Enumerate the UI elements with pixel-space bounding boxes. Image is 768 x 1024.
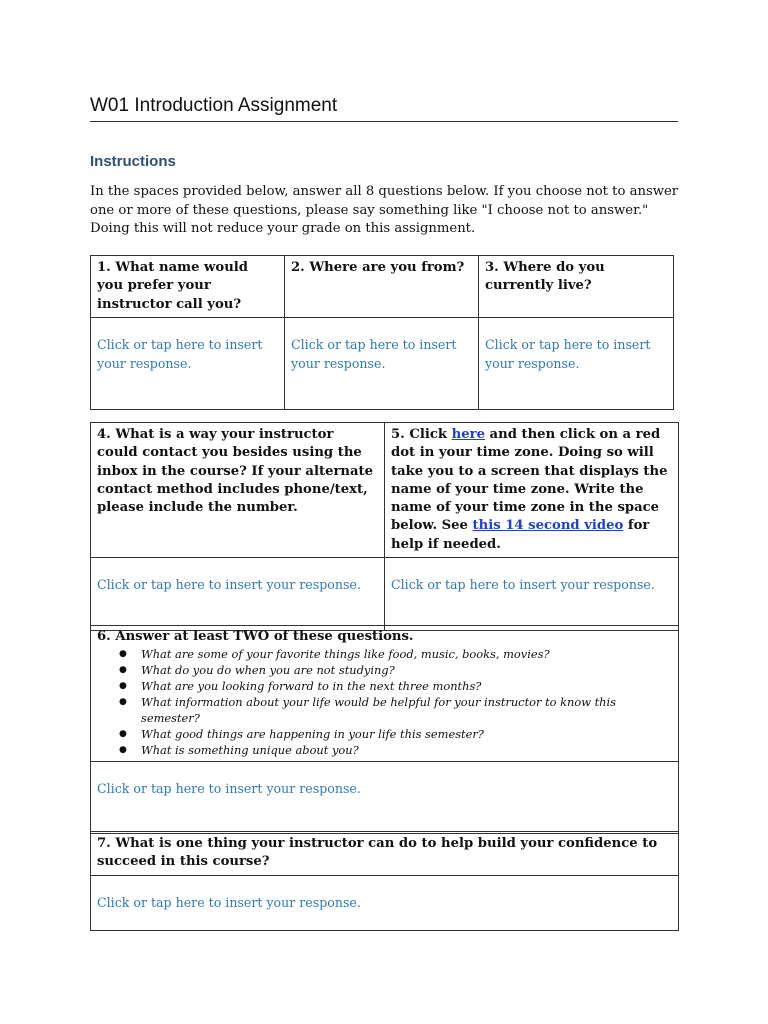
response-5-cell[interactable] [385, 558, 679, 631]
question-2: 2. Where are you from? [291, 260, 465, 275]
response-2-placeholder[interactable]: Click or tap here to insert your response. [291, 336, 457, 372]
response-2-cell[interactable] [285, 317, 479, 409]
response-3-cell[interactable] [479, 317, 674, 409]
question-7-table [90, 831, 679, 931]
bullet-icon: ● [119, 681, 127, 692]
response-6-placeholder[interactable]: Click or tap here to insert your response. [97, 781, 361, 797]
bullet-icon: ● [119, 697, 127, 708]
questions-1-3-table [90, 255, 674, 410]
question-4: 4. What is a way your instructor could contact you besides using the inbox in the course? If your alternate contact method includes phone/text, please include the number. [97, 427, 374, 516]
question-6-option: ● What good things are happening in your life this semester? [119, 727, 484, 742]
question-6-cell [91, 626, 679, 762]
bullet-icon: ● [119, 729, 127, 740]
question-3-cell [479, 256, 674, 318]
bullet-icon: ● [119, 745, 127, 756]
response-1-cell[interactable] [91, 317, 285, 409]
question-6-options-list [97, 646, 672, 758]
question-1-cell [91, 256, 285, 318]
response-7-cell[interactable] [91, 875, 679, 930]
question-6-option: ● What information about your life would be helpful for your instructor to know this semester? [119, 695, 616, 726]
question-5: 5. Click here and then click on a red dot in your time zone. Doing so will take you to a screen that displays the name of your time zone. Write the name of your time zone in the space below. See this 14 second video for help if needed. [391, 427, 668, 552]
instructions-heading: Instructions [90, 153, 176, 170]
response-7-placeholder[interactable]: Click or tap here to insert your response. [97, 894, 361, 910]
question-6-option: ● What is something unique about you? [119, 743, 359, 758]
question-5-cell [385, 423, 679, 558]
question-7: 7. What is one thing your instructor can do to help build your confidence to succeed in this course? [97, 836, 658, 870]
page-title: W01 Introduction Assignment [90, 94, 678, 122]
question-4-cell [91, 423, 385, 558]
questions-4-5-table [90, 422, 679, 631]
instructions-text: In the spaces provided below, answer all 8 questions below. If you choose not to answer one or more of these questions, please say something like "I choose not to answer." Doing this will not reduce your grade on this assignment. [90, 184, 679, 236]
question-6-table [90, 625, 679, 834]
question-2-cell [285, 256, 479, 318]
time-zone-map-link[interactable]: here [451, 427, 485, 442]
question-6-option: ● What are you looking forward to in the next three months? [119, 679, 482, 694]
response-3-placeholder[interactable]: Click or tap here to insert your response. [485, 336, 651, 372]
question-6: 6. Answer at least TWO of these questions. [97, 629, 414, 644]
help-video-link[interactable]: this 14 second video [472, 518, 624, 534]
question-3: 3. Where do you currently live? [485, 260, 605, 294]
question-1: 1. What name would you prefer your instructor call you? [97, 260, 249, 312]
question-6-option: ● What are some of your favorite things like food, music, books, movies? [119, 647, 550, 662]
response-6-cell[interactable] [91, 762, 679, 834]
question-6-option: ● What do you do when you are not studying? [119, 663, 395, 678]
response-1-placeholder[interactable]: Click or tap here to insert your response. [97, 336, 263, 372]
bullet-icon: ● [119, 649, 127, 660]
response-4-cell[interactable] [91, 558, 385, 631]
response-4-placeholder[interactable]: Click or tap here to insert your response. [97, 577, 361, 593]
bullet-icon: ● [119, 665, 127, 676]
question-7-cell [91, 832, 679, 876]
response-5-placeholder[interactable]: Click or tap here to insert your response. [391, 577, 655, 593]
